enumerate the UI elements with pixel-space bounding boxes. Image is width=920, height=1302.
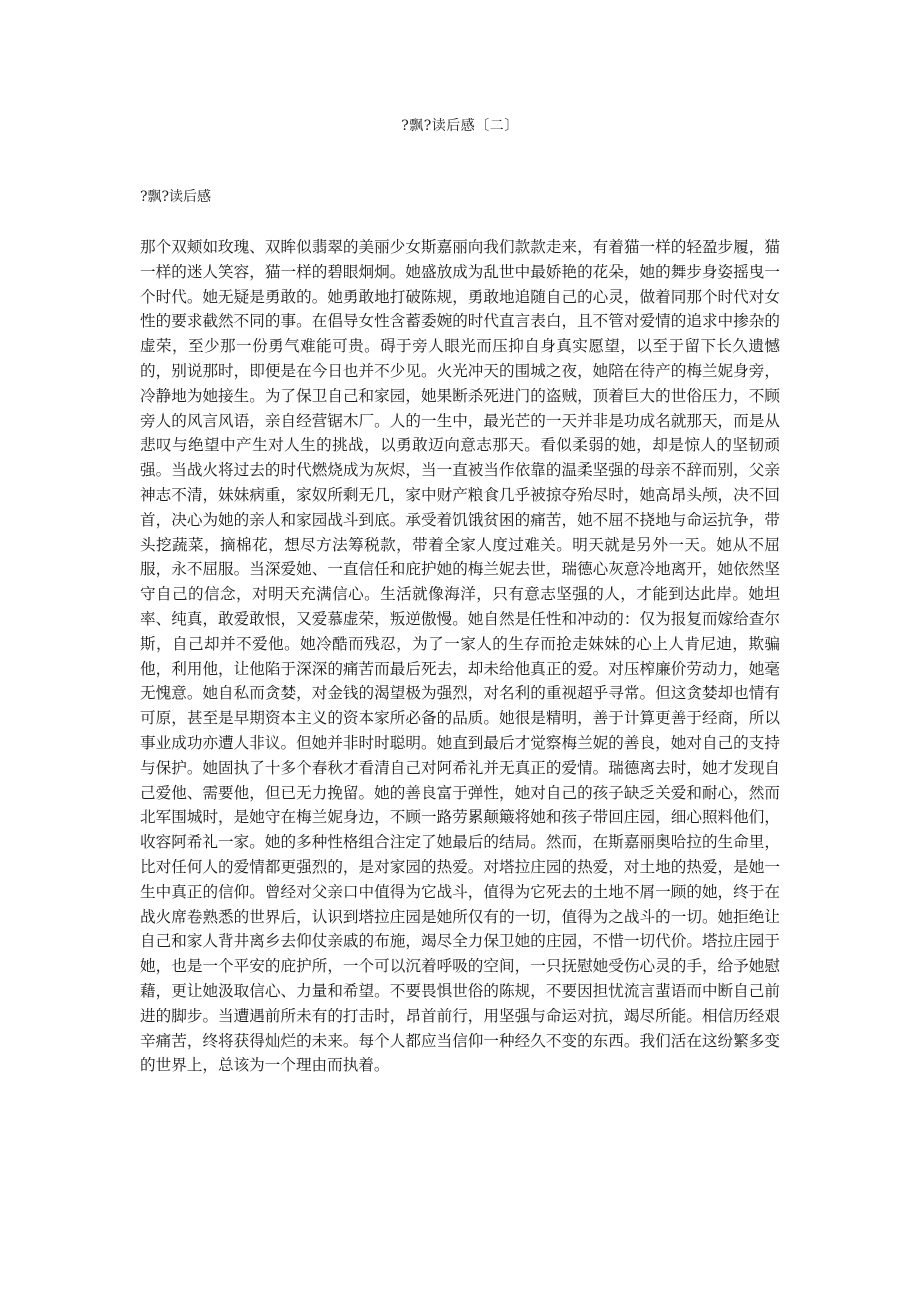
document-subtitle: ?飘?读后感 [140, 189, 212, 205]
document-title: ?飘?读后感〔二〕 [401, 118, 519, 134]
body-paragraph: 那个双颊如玫瑰、双眸似翡翠的美丽少女斯嘉丽向我们款款走来，有着猫一样的轻盈步履，猫一样的迷人笑容，猫一样的碧眼炯炯。她盛放成为乱世中最娇艳的花朵，她的舞步身姿摇曳一个时代。她无疑是勇敢的。她勇敢地打破陈规，勇敢地追随自己的心灵，做着同那个时代对女性的要求截然不同的事。在倡导女性含蓄委婉的时代直言表白，且不管对爱情的追求中掺杂的虚荣，至少那一份勇气难能可贵。碍于旁人眼光而压抑自身真实愿望，以至于留下长久遗憾的，别说那时，即便是在今日也并不少见。火光冲天的围城之夜，她陪在待产的梅兰妮身旁，冷静地为她接生。为了保卫自己和家园，她果断杀死进门的盗贼，顶着巨大的世俗压力，不顾旁人的风言风语，亲自经营锯木厂。人的一生中，最光芒的一天并非是功成名就那天，而是从悲叹与绝望中产生对人生的挑战，以勇敢迈向意志那天。看似柔弱的她，却是惊人的坚韧顽强。当战火将过去的时代燃烧成为灰烬，当一直被当作依靠的温柔坚强的母亲不辞而别，父亲神志不清，妹妹病重，家奴所剩无几，家中财产粮食几乎被掠夺殆尽时，她高昂头颅，决不回首，决心为她的亲人和家园战斗到底。承受着饥饿贫困的痛苦，她不屈不挠地与命运抗争，带头挖蔬菜，摘棉花，想尽方法筹税款，带着全家人度过难关。明天就是另外一天。她从不屈服，永不屈服。当深爱她、一直信任和庇护她的梅兰妮去世，瑞德心灰意冷地离开，她依然坚守自己的信念，对明天充满信心。生活就像海洋，只有意志坚强的人，才能到达此岸。她坦率、纯真，敢爱敢恨，又爱慕虚荣，叛逆傲慢。她自然是任性和冲动的：仅为报复而嫁给查尔斯，自己却并不爱他。她冷酷而残忍，为了一家人的生存而抢走妹妹的心上人肯尼迪，欺骗他，利用他，让他陷于深深的痛苦而最后死去，却未给他真正的爱。对压榨廉价劳动力，她毫无愧意。她自私而贪婪，对金钱的渴望极为强烈，对名利的重视超乎寻常。但这贪婪却也情有可原，甚至是早期资本主义的资本家所必备的品质。她很是精明，善于计算更善于经商，所以事业成功亦遭人非议。但她并非时时聪明。她直到最后才觉察梅兰妮的善良，她对自己的支持与保护。她固执了十多个春秋才看清自己对阿希礼并无真正的爱情。瑞德离去时，她才发现自己爱他、需要他，但已无力挽留。她的善良富于弹性，她对自己的孩子缺乏关爱和耐心，然而北军围城时，是她守在梅兰妮身边，不顾一路劳累颠簸将她和孩子带回庄园，细心照料他们，收容阿希礼一家。她的多种性格组合注定了她最后的结局。然而，在斯嘉丽奥哈拉的生命里，比对任何人的爱情都更强烈的，是对家园的热爱。对塔拉庄园的热爱，对土地的热爱，是她一生中真正的信仰。曾经对父亲口中值得为它战斗，值得为它死去的土地不屑一顾的她，终于在战火席卷熟悉的世界后，认识到塔拉庄园是她所仅有的一切，值得为之战斗的一切。她拒绝让自己和家人背井离乡去仰仗亲戚的布施，竭尽全力保卫她的庄园，不惜一切代价。塔拉庄园于她，也是一个平安的庇护所，一个可以沉着呼吸的空间，一只抚慰她受伤心灵的手，给予她慰藉，更让她汲取信心、力量和希望。不要畏惧世俗的陈规，不要因担忧流言蜚语而中断自己前进的脚步。当遭遇前所未有的打击时，昂首前行，用坚强与命运对抗，竭尽所能。相信历经艰辛痛苦，终将获得灿烂的未来。每个人都应当信仰一种经久不变的东西。我们活在这纷繁多变的世界上，总该为一个理由而执着。 [140, 238, 780, 1075]
